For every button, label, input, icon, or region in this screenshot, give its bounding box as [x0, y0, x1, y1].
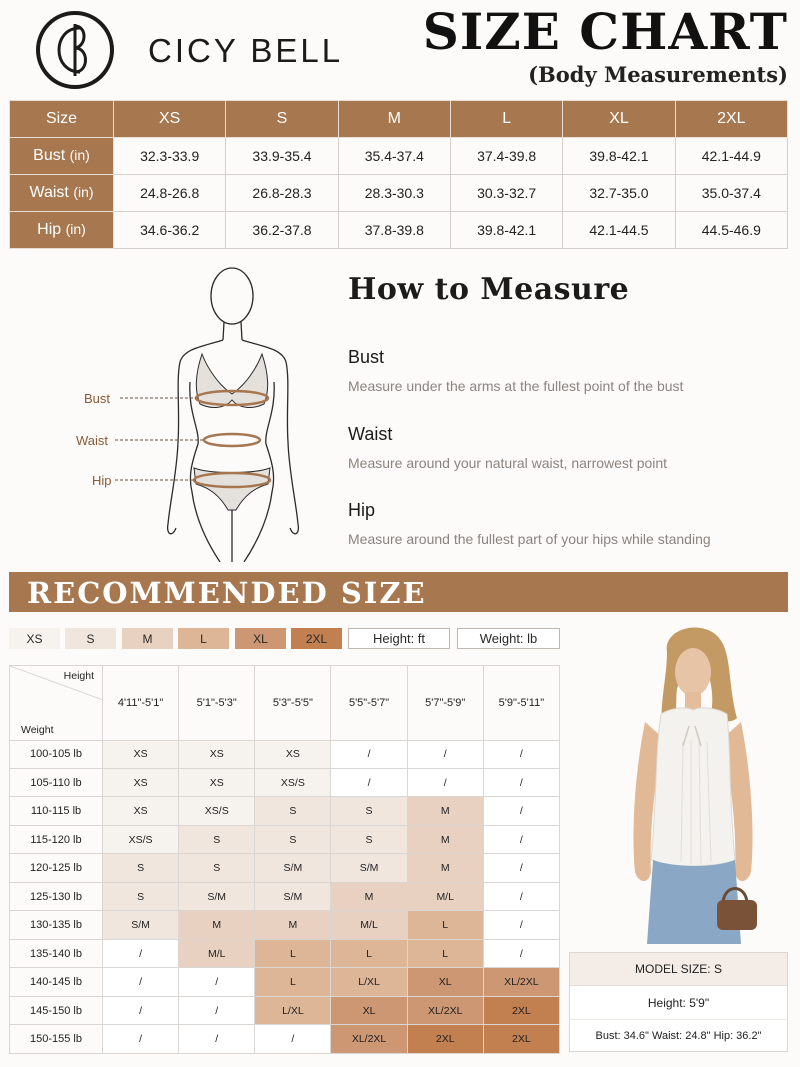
- table-cell: 44.5-46.9: [675, 212, 787, 249]
- size-cell: S: [103, 882, 179, 910]
- size-cell: /: [483, 911, 559, 939]
- measure-heading: Waist: [348, 424, 393, 444]
- size-cell: 2XL: [407, 1025, 483, 1054]
- legend-swatch: 2XL: [291, 628, 342, 649]
- size-cell: /: [103, 996, 179, 1024]
- height-header: 5'1"-5'3": [179, 666, 255, 741]
- size-cell: S/M: [331, 854, 407, 882]
- size-row-bust: [10, 138, 788, 175]
- weight-label: 115-120 lb: [10, 825, 103, 853]
- size-cell: /: [483, 854, 559, 882]
- how-to-measure-title: How to Measure: [348, 272, 630, 307]
- size-cell: XL/2XL: [483, 968, 559, 996]
- size-cell: M: [407, 797, 483, 825]
- size-cell: M: [407, 825, 483, 853]
- size-cell: XS: [179, 769, 255, 797]
- table-corner: [10, 666, 103, 741]
- size-cell: XS: [179, 740, 255, 768]
- size-cell: XS: [103, 769, 179, 797]
- table-cell: 34.6-36.2: [114, 212, 226, 249]
- table-cell: 39.8-42.1: [450, 212, 562, 249]
- weight-label: 120-125 lb: [10, 854, 103, 882]
- size-cell: L/XL: [255, 996, 331, 1024]
- table-cell: 37.4-39.8: [450, 138, 562, 175]
- height-header: 5'9"-5'11": [483, 666, 559, 741]
- height-unit-label: Height: ft: [348, 628, 450, 649]
- size-cell: /: [103, 968, 179, 996]
- legend-swatch: XL: [235, 628, 286, 649]
- table-cell: 42.1-44.5: [563, 212, 675, 249]
- table-row: [10, 996, 560, 1024]
- weight-label: 140-145 lb: [10, 968, 103, 996]
- size-cell: XS/S: [255, 769, 331, 797]
- recommended-size-banner: [9, 572, 788, 612]
- table-cell: 30.3-32.7: [450, 175, 562, 212]
- figure-label-bust: Bust: [84, 391, 111, 406]
- size-header: 2XL: [675, 101, 787, 138]
- size-cell: /: [179, 996, 255, 1024]
- size-cell: L: [331, 939, 407, 967]
- height-header: 5'5"-5'7": [331, 666, 407, 741]
- model-height: Height: 5'9": [647, 995, 710, 1010]
- measure-description: Measure around the fullest part of your hips while standing: [348, 531, 711, 547]
- recommended-size-body: [10, 740, 560, 1053]
- table-row: [10, 1025, 560, 1054]
- measure-heading: Bust: [348, 347, 385, 367]
- table-cell: 32.3-33.9: [114, 138, 226, 175]
- weight-label: 100-105 lb: [10, 740, 103, 768]
- size-cell: S: [179, 825, 255, 853]
- size-cell: /: [483, 740, 559, 768]
- weight-label: 130-135 lb: [10, 911, 103, 939]
- size-header: XL: [563, 101, 675, 138]
- corner-weight-label: Weight: [21, 723, 54, 736]
- table-row: [10, 740, 560, 768]
- size-cell: S/M: [103, 911, 179, 939]
- table-row: [10, 968, 560, 996]
- table-row: [10, 797, 560, 825]
- size-table: [9, 100, 788, 249]
- table-cell: 26.8-28.3: [226, 175, 338, 212]
- size-cell: M: [255, 911, 331, 939]
- measure-item-hip: [348, 500, 711, 547]
- legend-swatch: XS: [9, 628, 60, 649]
- size-cell: /: [407, 740, 483, 768]
- legend-swatch: S: [65, 628, 116, 649]
- size-cell: /: [103, 1025, 179, 1054]
- size-cell: /: [179, 968, 255, 996]
- size-cell: L: [255, 939, 331, 967]
- size-cell: S: [255, 825, 331, 853]
- height-header: 5'3"-5'5": [255, 666, 331, 741]
- size-cell: M/L: [407, 882, 483, 910]
- size-cell: XS/S: [103, 825, 179, 853]
- model-size-heading: MODEL SIZE: S: [570, 953, 787, 986]
- size-cell: XL/2XL: [331, 1025, 407, 1054]
- size-cell: XS/S: [179, 797, 255, 825]
- size-cell: S/M: [179, 882, 255, 910]
- size-table-header: [10, 101, 788, 138]
- size-cell: M/L: [179, 939, 255, 967]
- size-cell: XL: [331, 996, 407, 1024]
- size-header: L: [450, 101, 562, 138]
- brand-name: CICY BELL: [148, 32, 344, 69]
- size-cell: /: [483, 769, 559, 797]
- height-header: 5'7"-5'9": [407, 666, 483, 741]
- table-row: [10, 882, 560, 910]
- size-cell: /: [179, 1025, 255, 1054]
- size-cell: XS: [103, 740, 179, 768]
- size-header: M: [338, 101, 450, 138]
- table-row: [10, 825, 560, 853]
- model-measurements: Bust: 34.6" Waist: 24.8" Hip: 36.2": [570, 1019, 787, 1052]
- size-cell: M/L: [331, 911, 407, 939]
- size-row-waist: [10, 175, 788, 212]
- table-row: [10, 939, 560, 967]
- measure-description: Measure under the arms at the fullest point of the bust: [348, 378, 684, 394]
- row-label-hip: Hip (in): [10, 212, 114, 249]
- size-cell: S: [179, 854, 255, 882]
- size-cell: /: [331, 740, 407, 768]
- legend-swatch: L: [178, 628, 229, 649]
- size-cell: /: [483, 882, 559, 910]
- measure-item-bust: [348, 347, 683, 394]
- size-cell: M: [407, 854, 483, 882]
- size-cell: S: [103, 854, 179, 882]
- size-header: S: [226, 101, 338, 138]
- size-row-hip: [10, 212, 788, 249]
- recommended-size-title: RECOMMENDED SIZE: [27, 576, 427, 610]
- size-cell: XS: [103, 797, 179, 825]
- size-cell: 2XL: [483, 1025, 559, 1054]
- table-row: [10, 911, 560, 939]
- size-cell: /: [103, 939, 179, 967]
- size-cell: /: [407, 769, 483, 797]
- table-cell: 36.2-37.8: [226, 212, 338, 249]
- row-label-waist: Waist (in): [10, 175, 114, 212]
- page-subtitle: (Body Measurements): [528, 62, 788, 87]
- size-cell: S: [255, 797, 331, 825]
- size-cell: /: [331, 769, 407, 797]
- size-cell: 2XL: [483, 996, 559, 1024]
- table-cell: 37.8-39.8: [338, 212, 450, 249]
- measure-heading: Hip: [348, 500, 376, 520]
- size-cell: /: [255, 1025, 331, 1054]
- corner-height-label: Height: [63, 670, 94, 682]
- height-header: 4'11"-5'1": [103, 666, 179, 741]
- size-cell: /: [483, 939, 559, 967]
- table-cell: 24.8-26.8: [114, 175, 226, 212]
- table-row: [10, 769, 560, 797]
- brand-logo-icon: [35, 10, 115, 90]
- size-cell: L: [407, 911, 483, 939]
- model-info-card: [569, 952, 788, 1052]
- size-cell: S/M: [255, 882, 331, 910]
- size-cell: XL/2XL: [407, 996, 483, 1024]
- size-cell: /: [483, 825, 559, 853]
- size-cell: L/XL: [331, 968, 407, 996]
- size-cell: XS: [255, 740, 331, 768]
- row-label-bust: Bust (in): [10, 138, 114, 175]
- size-cell: M: [331, 882, 407, 910]
- body-measurement-figure: [60, 262, 320, 562]
- size-header: XS: [114, 101, 226, 138]
- weight-label: 135-140 lb: [10, 939, 103, 967]
- legend-swatch: M: [122, 628, 173, 649]
- size-cell: S/M: [255, 854, 331, 882]
- table-cell: 35.4-37.4: [338, 138, 450, 175]
- table-cell: 28.3-30.3: [338, 175, 450, 212]
- figure-label-hip: Hip: [92, 473, 112, 488]
- height-header-row: [10, 666, 560, 741]
- measure-item-waist: [348, 424, 667, 471]
- recommended-size-table: [9, 665, 560, 1054]
- table-cell: 33.9-35.4: [226, 138, 338, 175]
- table-cell: 39.8-42.1: [563, 138, 675, 175]
- size-cell: L: [255, 968, 331, 996]
- size-cell: M: [179, 911, 255, 939]
- size-cell: S: [331, 797, 407, 825]
- table-cell: 42.1-44.9: [675, 138, 787, 175]
- size-header-label: Size: [10, 101, 114, 138]
- size-cell: L: [407, 939, 483, 967]
- weight-label: 145-150 lb: [10, 996, 103, 1024]
- measure-description: Measure around your natural waist, narrowest point: [348, 455, 668, 471]
- table-cell: 32.7-35.0: [563, 175, 675, 212]
- page-title: SIZE CHART: [422, 2, 788, 61]
- table-row: [10, 854, 560, 882]
- size-cell: /: [483, 797, 559, 825]
- weight-label: 125-130 lb: [10, 882, 103, 910]
- model-photo: [605, 622, 783, 944]
- figure-label-waist: Waist: [76, 433, 109, 448]
- weight-unit-label: Weight: lb: [457, 628, 560, 649]
- table-cell: 35.0-37.4: [675, 175, 787, 212]
- weight-label: 105-110 lb: [10, 769, 103, 797]
- size-cell: XL: [407, 968, 483, 996]
- weight-label: 150-155 lb: [10, 1025, 103, 1054]
- size-cell: S: [331, 825, 407, 853]
- weight-label: 110-115 lb: [10, 797, 103, 825]
